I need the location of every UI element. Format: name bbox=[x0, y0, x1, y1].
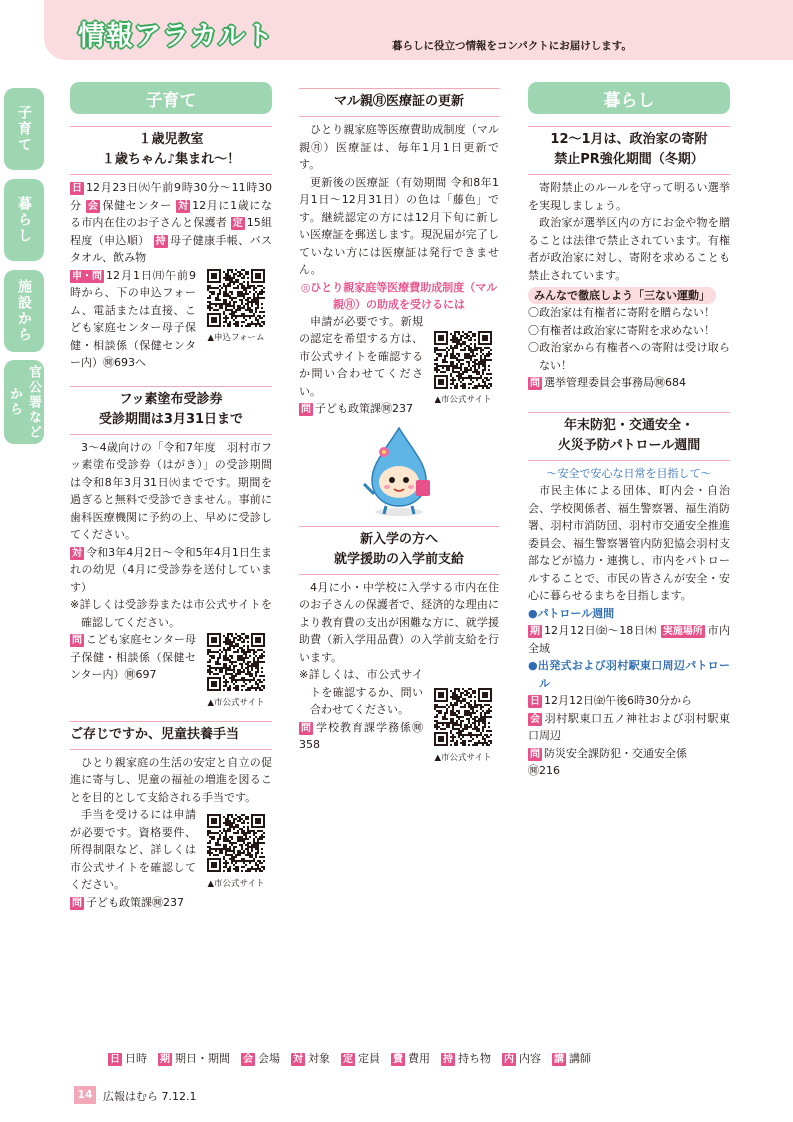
target-tag: 対 bbox=[178, 200, 189, 212]
article-title: フッ素塗布受診券 受診期間は3月31日まで bbox=[70, 386, 272, 435]
article-school-aid: 新入学の方へ 就学援助の入学前支給 4月に小・中学校に入学する市内在住のお子さんの保護者で、経済的な理由により教育費の支出が困難な方に、就学援助費（新入学用品費）の入学前支給を行います。 ▲市公式サイト ※詳しくは、市公式サイトを確認するか、問い合わせてください。 問 学校教育課学務係㉄358 bbox=[299, 526, 499, 754]
qr-code-icon bbox=[434, 688, 492, 746]
legend-item: 定 定員 bbox=[343, 1052, 380, 1065]
mascot-character-illustration bbox=[354, 422, 444, 518]
qr-code-city-site[interactable]: ▲市公式サイト bbox=[427, 686, 499, 764]
legend-item: 日 日時 bbox=[110, 1052, 147, 1065]
bring-tag: 持 bbox=[155, 235, 166, 247]
article-medical-certificate: マル親㊊医療証の更新 ひとり親家庭等医療費助成制度（マル親㊊）医療証は、毎年1月1日更新です。 更新後の医療証（有効期間 令和8年1月1日〜12月31日）の色は「藤色」です。継続認定の方には12月下旬に新しい医療証を郵送します。現況届が完了していない方には医療証は発行できません。 ◎ひとり親家庭等医療費助成制度（マル親㊊）の助成を受けるには ▲市公式サイト 申請が必要です。新規の認定を希望する方は、市公式サイトを確認するか問い合わせてください。 問 子ども政策課㉄237 bbox=[299, 88, 499, 418]
qr-code-icon bbox=[434, 331, 492, 389]
side-tab-facilities[interactable]: 施設から bbox=[4, 270, 44, 352]
article-child-allowance: ご存じですか、児童扶養手当 ひとり親家庭の生活の安定と自立の促進に寄与し、児童の福祉の増進を図ることを目的として支給される手当です。 ▲市公式サイト 手当を受けるには申請が必要です。資格要件、所得制限など、詳しくは市公式サイトを確認してください。 問 子ども政策課㉄237 bbox=[70, 721, 272, 912]
target-tag: 対 bbox=[72, 547, 82, 559]
article-fluoride: フッ素塗布受診券 受診期間は3月31日まで 3〜4歳向けの「令和7年度 羽村市フッ素塗布受診券（はがき）」の受診期間は令和8年3月31日㈫までです。期間を過ぎると無料で受診できません。事前に歯科医療機関に予約の上、早めに受診してください。 対 令和3年4月2日〜令和5年4月1日生まれの幼児（4月に受診券を送付しています） ※詳しくは受診券または市公式サイトを確認してください。 ▲市公式サイト 問 こども家庭センター母子保健・相談係（保健センター内）㉄697 bbox=[70, 386, 272, 721]
legend-item: 費 費用 bbox=[393, 1052, 430, 1065]
contact-tag: 問 bbox=[72, 897, 82, 909]
page-subtitle: 暮らしに役立つ情報をコンパクトにお届けします。 bbox=[392, 40, 632, 52]
side-tab-living[interactable]: 暮らし bbox=[4, 179, 44, 261]
legend-item: 期 期日・期間 bbox=[160, 1052, 230, 1065]
legend-item: 対 対象 bbox=[293, 1052, 330, 1065]
article-title: １歳児教室 １歳ちゃん♪集まれ〜！ bbox=[70, 126, 272, 175]
date-tag: 日 bbox=[72, 183, 82, 194]
capacity-tag: 定 bbox=[232, 218, 243, 229]
qr-code-apply[interactable]: ▲申込フォーム bbox=[200, 267, 272, 345]
qr-code-city-site[interactable]: ▲市公式サイト bbox=[200, 631, 272, 709]
highlight-banner: みんなで徹底しよう「三ない運動」 bbox=[528, 287, 716, 304]
legend-item: 持 持ち物 bbox=[443, 1052, 491, 1065]
side-tab-government[interactable]: 官公署など から bbox=[4, 360, 44, 444]
page-header bbox=[44, 0, 793, 60]
page-number: 14 bbox=[74, 1086, 96, 1104]
article-donation-ban: 12〜1月は、政治家の寄附 禁止PR強化期間（冬期） 寄附禁止のルールを守って明るい選挙を実現しましょう。 政治家が選挙区内の方にお金や物を贈ることは法律で禁止されています。有権者が政治家に対し、寄附を求めることも禁止されています。 みんなで徹底しよう「三ない運動」 〇政治家は有権者に寄附を贈らない！ 〇有権者は政治家に寄附を求めない！ 〇政治家から有権者への寄附は受け取らない！ 問 選挙管理委員会事務局㉄684 bbox=[528, 126, 730, 412]
column-living bbox=[528, 82, 730, 780]
apply-tag: 申・問 bbox=[72, 270, 102, 282]
legend-item: 内 内容 bbox=[504, 1052, 541, 1065]
place-tag: 実施場所 bbox=[662, 626, 703, 637]
article-title: 新入学の方へ 就学援助の入学前支給 bbox=[299, 526, 499, 575]
sub-heading: ◎ひとり親家庭等医療費助成制度（マル親㊊）の助成を受けるには bbox=[300, 280, 498, 311]
legend-item: 講 講師 bbox=[554, 1052, 591, 1065]
tag-legend bbox=[108, 1050, 591, 1066]
article-subtitle: 〜安全で安心な日常を目指して〜 bbox=[546, 466, 712, 480]
venue-tag: 会 bbox=[87, 200, 98, 212]
qr-code-icon bbox=[207, 814, 265, 872]
article-title: マル親㊊医療証の更新 bbox=[299, 88, 499, 117]
contact-tag: 問 bbox=[530, 748, 540, 760]
article-infant-class: １歳児教室 １歳ちゃん♪集まれ〜！ 日 12月23日㈫午前9時30分〜11時30分 会 保健センター 対 12月に1歳になる市内在住のお子さんと保護者 定 15組程度（申込順） 持 母子健康手帳、バスタオル、飲み物 ▲申込フォーム 申・問 12月1日㈪午前9時から、下の申込フォーム、電話または直接、こども家庭センター母子保健・相談係（保健センター内）㉄693へ bbox=[70, 126, 272, 386]
qr-code-icon bbox=[207, 633, 265, 691]
contact-tag: 問 bbox=[72, 635, 82, 646]
article-title: 12〜1月は、政治家の寄附 禁止PR強化期間（冬期） bbox=[528, 126, 730, 175]
qr-code-city-site[interactable]: ▲市公式サイト bbox=[427, 329, 499, 407]
contact-tag: 問 bbox=[301, 722, 311, 734]
page-title: 情報アラカルト bbox=[78, 21, 274, 52]
qr-code-icon bbox=[207, 269, 265, 327]
column-middle bbox=[299, 82, 499, 764]
contact-tag: 問 bbox=[530, 378, 540, 389]
period-tag: 期 bbox=[530, 626, 540, 637]
venue-tag: 会 bbox=[530, 713, 540, 725]
date-tag: 日 bbox=[530, 696, 540, 707]
article-title: ご存じですか、児童扶養手当 bbox=[70, 721, 272, 750]
category-heading: 子育て bbox=[70, 82, 272, 114]
column-childcare bbox=[70, 82, 272, 911]
article-title: 年末防犯・交通安全・ 火災予防パトロール週間 bbox=[528, 412, 730, 461]
side-tab-childcare[interactable]: 子育て bbox=[4, 88, 44, 170]
qr-code-city-site[interactable]: ▲市公式サイト bbox=[200, 812, 272, 890]
contact-tag: 問 bbox=[301, 404, 311, 415]
legend-item: 会 会場 bbox=[243, 1052, 280, 1065]
publication-name: 広報はむら 7.12.1 bbox=[103, 1090, 197, 1103]
article-patrol-week: 年末防犯・交通安全・ 火災予防パトロール週間 〜安全で安心な日常を目指して〜 市民主体による団体、町内会・自治会、学校関係者、福生警察署、福生消防署、羽村市消防団、羽村市交通安全推進委員会、福生警察署管内防犯協会羽村支部などが協力・連携し、市内をパトロールすることで、市民の皆さんが安全・安心に暮らせるまちを目指します。 ●パトロール週間 期 12月12日㈮〜18日㈭ 実施場所 市内全域 ●出発式および羽村駅東口周辺パトロール 日 12月12日㈮午後6時30分から 会 羽村駅東口五ノ神社および羽村駅東口周辺 問 防災安全課防犯・交通安全係 ㉄216 bbox=[528, 412, 730, 780]
category-heading: 暮らし bbox=[528, 82, 730, 114]
